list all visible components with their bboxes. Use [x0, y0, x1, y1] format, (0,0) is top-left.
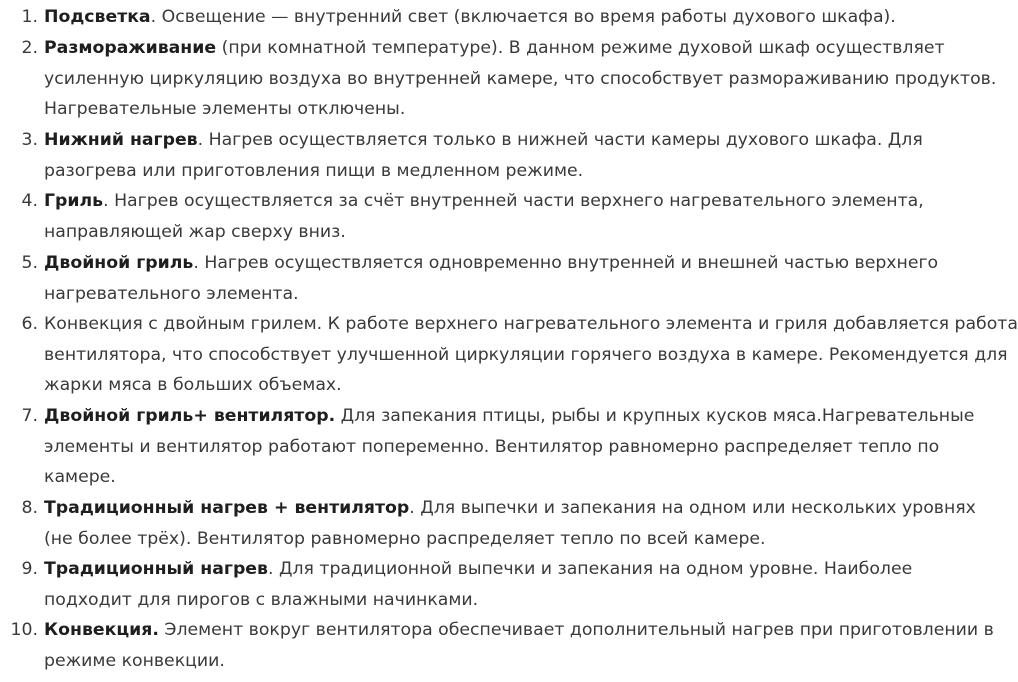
item-text: направляющей жар сверху вниз.	[44, 221, 346, 242]
list-item	[0, 33, 1018, 125]
item-number: 5.	[21, 253, 38, 273]
item-title: Традиционный нагрев + вентилятор	[44, 498, 410, 518]
list-item	[0, 125, 1018, 186]
item-number: 8.	[21, 498, 38, 518]
item-text: камере.	[44, 467, 116, 488]
item-text: разогрева или приготовления пищи в медленном режиме.	[44, 160, 584, 181]
list-item	[0, 554, 1018, 615]
item-text: вентилятора, что способствует улучшенной циркуляции горячего воздуха в камере. Рекомендуется для	[44, 344, 1008, 365]
item-title: Двойной гриль+ вентилятор.	[44, 406, 336, 426]
item-number: 10.	[10, 620, 38, 640]
item-title: Двойной гриль	[44, 253, 194, 273]
item-text: . Для выпечки и запекания на одном или нескольких уровнях	[409, 498, 976, 518]
item-text: Нагревательные элементы отключены.	[44, 99, 406, 120]
item-number: 1.	[21, 7, 38, 27]
item-line	[44, 615, 1018, 646]
item-text: нагревательного элемента.	[44, 283, 299, 304]
item-title: Размораживание	[44, 38, 217, 58]
list-item	[0, 493, 1018, 554]
item-text: элементы и вентилятор работают попеременно. Вентилятор равномерно распределяет тепло по	[44, 436, 940, 457]
item-number: 3.	[21, 130, 38, 150]
item-text: . Нагрев осуществляется за счёт внутренней части верхнего нагревательного элемента,	[103, 191, 924, 211]
item-text: . Для традиционной выпечки и запекания на одном уровне. Наиболее	[267, 559, 913, 579]
item-number: 7.	[21, 406, 38, 426]
item-text: . Нагрев осуществляется только в нижней части камеры духового шкафа. Для	[197, 130, 923, 150]
list-item	[0, 309, 1018, 401]
item-line	[44, 401, 1018, 432]
list-item	[0, 2, 1018, 33]
item-number: 9.	[21, 559, 38, 579]
item-text: подходит для пирогов с влажными начинками.	[44, 589, 479, 610]
item-number: 6.	[21, 314, 38, 334]
item-text: . Освещение — внутренний свет (включается во время работы духового шкафа).	[150, 7, 896, 27]
item-text: (при комнатной температуре). В данном режиме духовой шкаф осуществляет	[216, 38, 945, 58]
item-text: жарки мяса в больших объемах.	[44, 375, 342, 396]
item-title: Традиционный нагрев	[44, 559, 268, 579]
item-number: 2.	[21, 38, 38, 58]
item-line	[44, 125, 1018, 156]
item-title: Нижний нагрев	[44, 130, 198, 150]
item-text: Для запекания птицы, рыбы и крупных кусков мяса.Нагревательные	[335, 406, 975, 426]
item-title: Гриль	[44, 191, 104, 211]
list-item	[0, 186, 1018, 247]
item-line	[44, 554, 1018, 585]
list-item	[0, 401, 1018, 493]
item-number: 4.	[21, 191, 38, 211]
item-text: Конвекция с двойным грилем. К работе верхнего нагревательного элемента и гриля добавляется работа	[44, 314, 1018, 334]
item-text: усиленную циркуляцию воздуха во внутренней камере, что способствует размораживанию продуктов.	[44, 68, 997, 89]
list-item	[0, 615, 1018, 676]
item-title: Конвекция.	[44, 620, 159, 640]
list-item	[0, 248, 1018, 309]
item-line	[44, 33, 1018, 64]
item-text: режиме конвекции.	[44, 650, 225, 671]
item-text: Элемент вокруг вентилятора обеспечивает дополнительный нагрев при приготовлении в	[158, 620, 994, 640]
item-line	[44, 248, 1018, 279]
item-title: Подсветка	[44, 7, 151, 27]
item-line	[44, 493, 1018, 524]
item-text: . Нагрев осуществляется одновременно внутренней и внешней частью верхнего	[193, 253, 939, 273]
item-line	[44, 186, 1018, 217]
item-line	[44, 2, 1018, 33]
item-text: (не более трёх). Вентилятор равномерно распределяет тепло по всей камере.	[44, 528, 766, 549]
